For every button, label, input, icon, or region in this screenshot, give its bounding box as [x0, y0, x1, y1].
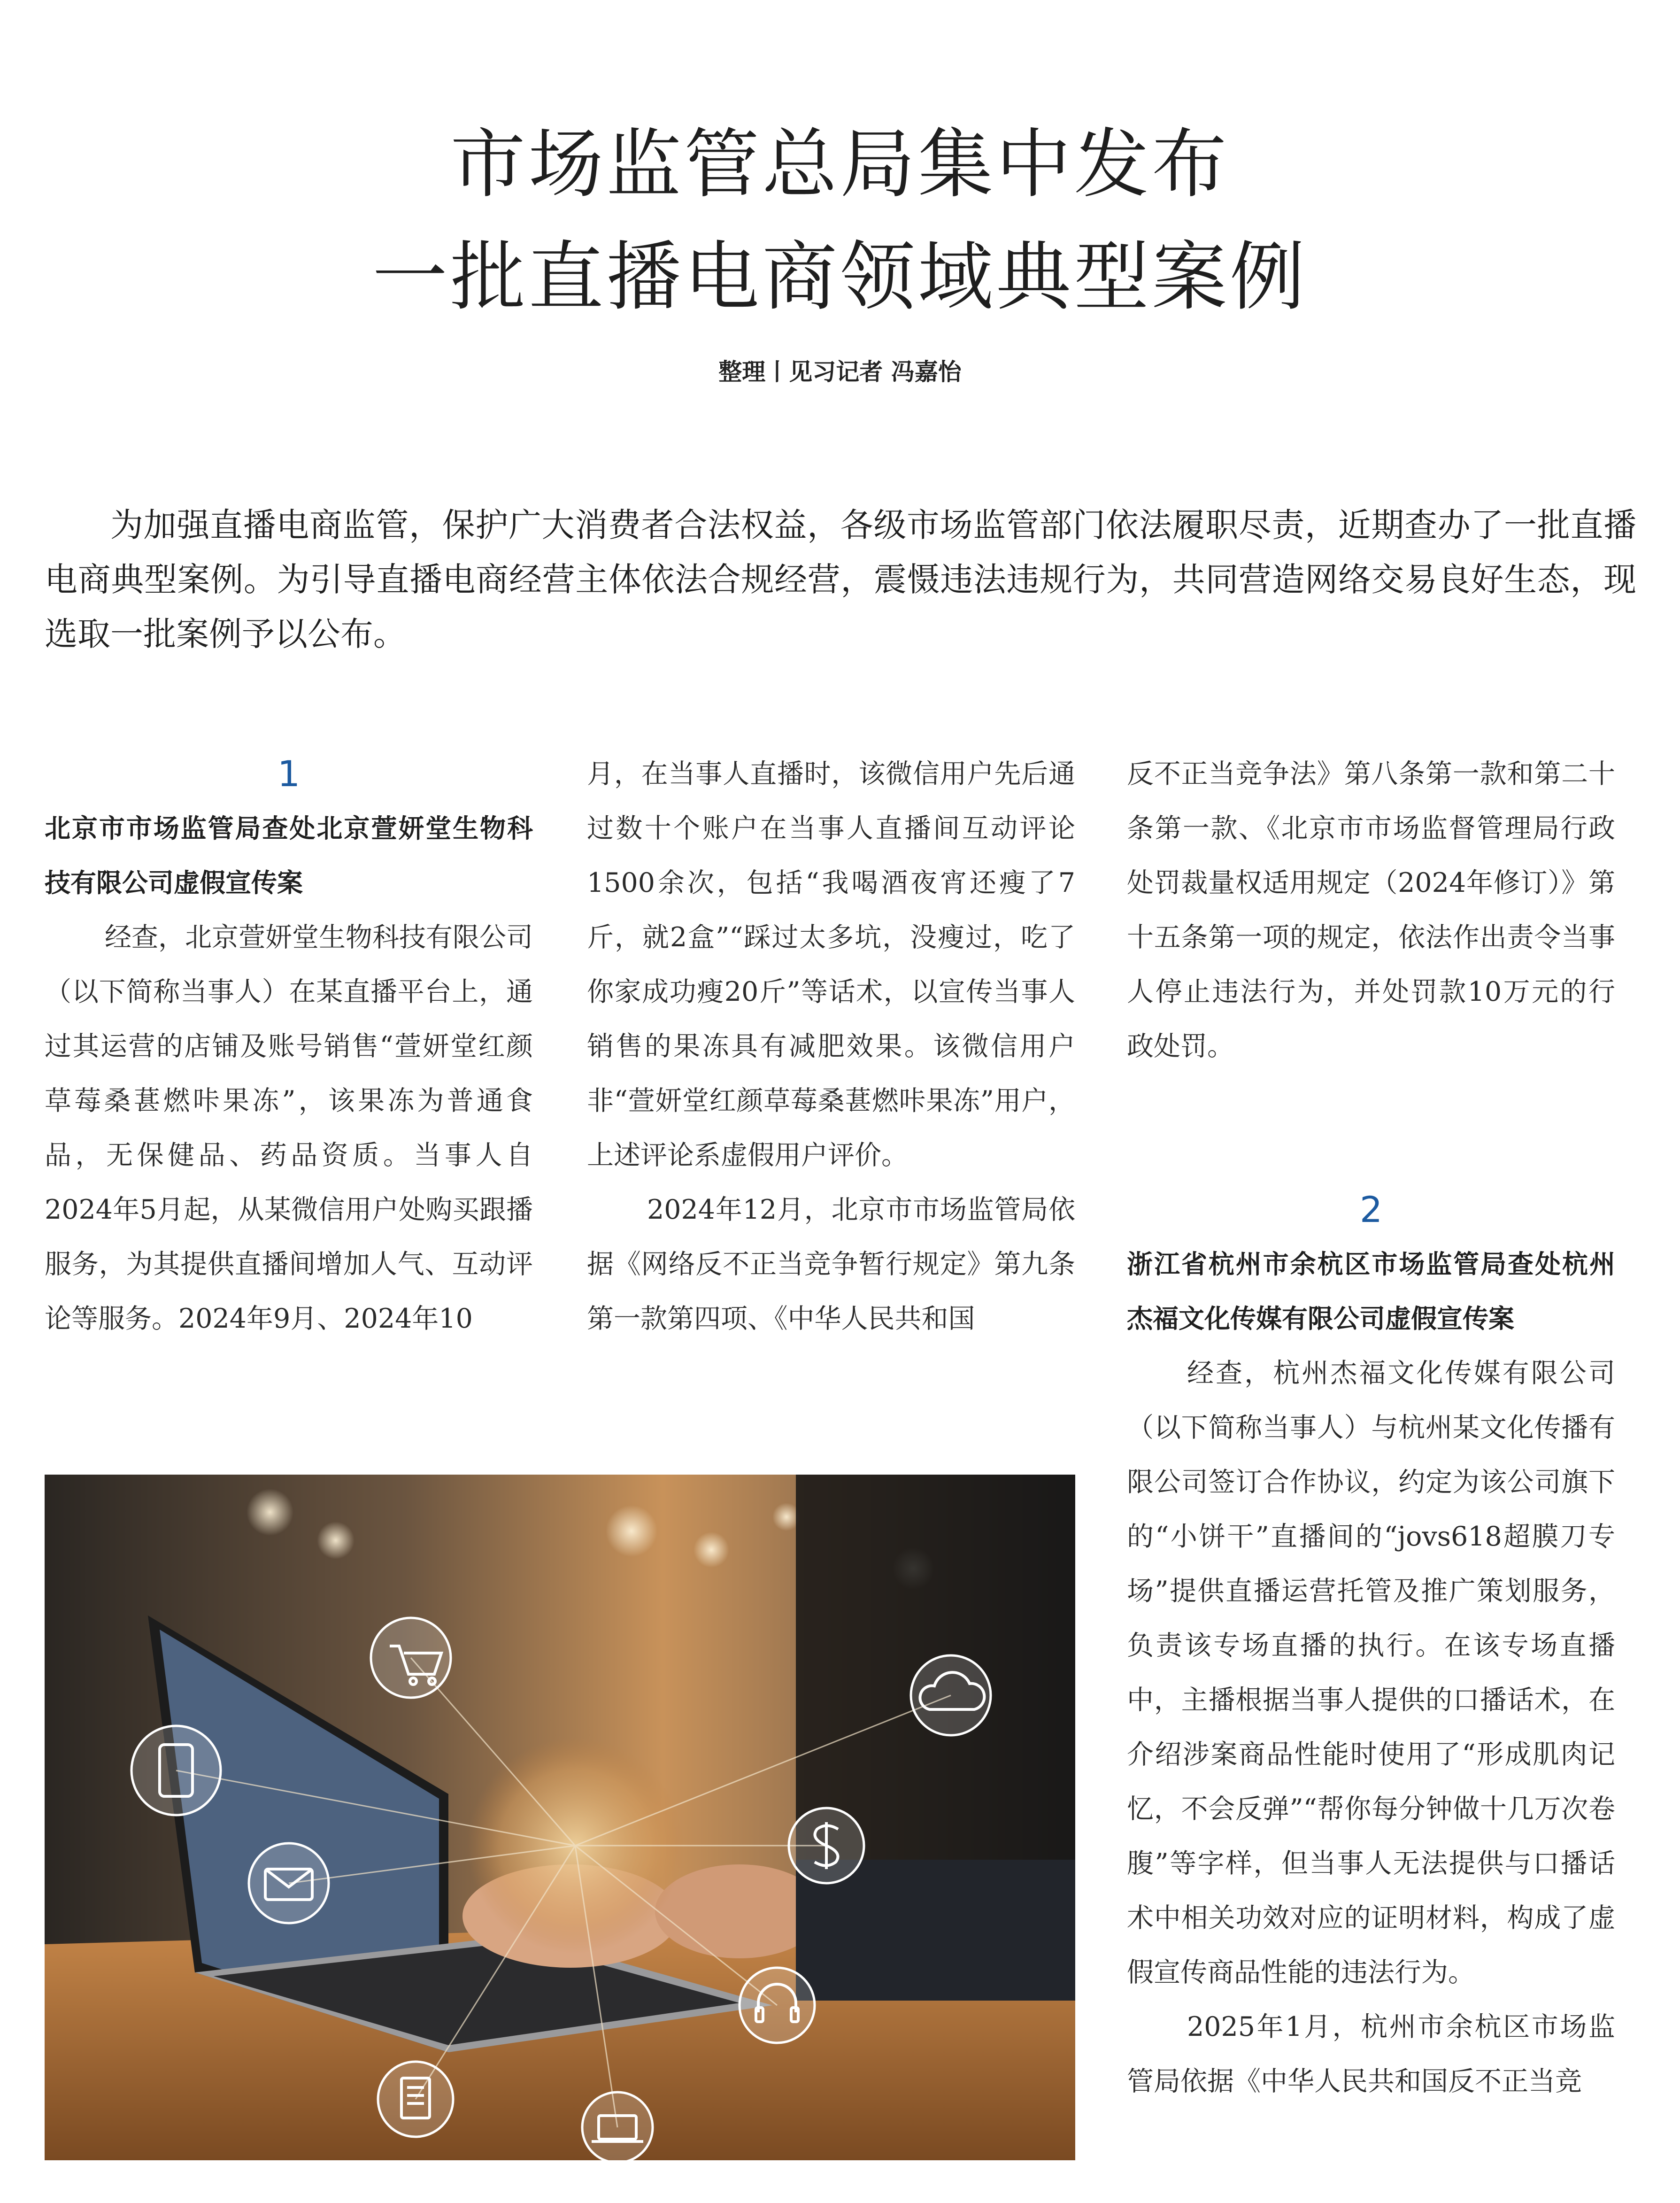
- tablet-icon: [131, 1726, 221, 1815]
- laptop-photo: [45, 1475, 1075, 2160]
- mail-icon: [249, 1843, 329, 1923]
- case-paragraph: 经查，杭州杰福文化传媒有限公司（以下简称当事人）与杭州某文化传播有限公司签订合作协议，约定为该公司旗下的“小饼干”直播间的“jovs618超膜刀专场”提供直播运营托管及推广策划服务，负责该专场直播的执行。在该专场直播中，主播根据当事人提供的口播话术，在介绍涉案商品性能时使用了“形成肌肉记忆，不会反弹”“帮你每分钟做十几万次卷腹”等字样，但当事人无法提供与口播话术中相关功效对应的证明材料，构成了虚假宣传商品性能的违法行为。: [1127, 1358, 1615, 1988]
- cloud-icon: [911, 1655, 991, 1735]
- column-2: [587, 747, 1075, 1346]
- article-title-line2: 一批直播电商领域典型案例: [372, 233, 1308, 321]
- case-paragraph-continued: 月，在当事人直播时，该微信用户先后通过数十个账户在当事人直播间互动评论1500余次，包括“我喝酒夜宵还瘦了7斤，就2盒”“踩过太多坑，没瘦过，吃了你家成功瘦20斤”等话术，以宣传当事人销售的果冻具有减肥效果。该微信用户非“萱妍堂红颜草莓桑葚燃咔果冻”用户，上述评论系虚假用户评价。: [587, 758, 1075, 1171]
- intro-paragraph: 为加强直播电商监管，保护广大消费者合法权益，各级市场监管部门依法履职尽责，近期查办了一批直播电商典型案例。为引导直播电商经营主体依法合规经营，震慑违法违规行为，共同营造网络交易良好生态，现选取一批案例予以公布。: [45, 506, 1636, 653]
- case-title: 北京市市场监管局查处北京萱妍堂生物科技有限公司虚假宣传案: [45, 813, 533, 898]
- column-1: [45, 747, 533, 1346]
- case-paragraph-continued: 反不正当竞争法》第八条第一款和第二十条第一款、《北京市市场监督管理局行政处罚裁量权适用规定（2024年修订）》第十五条第一项的规定，依法作出责令当事人停止违法行为，并处罚款10万元的行政处罚。: [1127, 758, 1615, 1062]
- byline: 整理丨见习记者 冯嘉怡: [718, 358, 962, 386]
- case-paragraph: 2025年1月，杭州市余杭区市场监管局依据《中华人民共和国反不正当竞: [1127, 2011, 1615, 2097]
- article-title-line1: 市场监管总局集中发布: [450, 120, 1230, 208]
- headset-icon: [740, 1968, 815, 2043]
- case-title: 浙江省杭州市余杭区市场监管局查处杭州杰福文化传媒有限公司虚假宣传案: [1127, 1249, 1615, 1334]
- case-number: 2: [1359, 1189, 1383, 1230]
- document-icon: [378, 2062, 453, 2137]
- case-paragraph: 2024年12月，北京市市场监管局依据《网络反不正当竞争暂行规定》第九条第一款第四项、《中华人民共和国: [587, 1194, 1075, 1334]
- column-3: [1127, 747, 1615, 2109]
- case-number: 1: [277, 753, 301, 795]
- case-paragraph: 经查，北京萱妍堂生物科技有限公司（以下简称当事人）在某直播平台上，通过其运营的店铺及账号销售“萱妍堂红颜草莓桑葚燃咔果冻”，该果冻为普通食品，无保健品、药品资质。当事人自2024年5月起，从某微信用户处购买跟播服务，为其提供直播间增加人气、互动评论等服务。2024年9月、2024年10: [45, 922, 533, 1334]
- laptop-icon: [582, 2092, 653, 2160]
